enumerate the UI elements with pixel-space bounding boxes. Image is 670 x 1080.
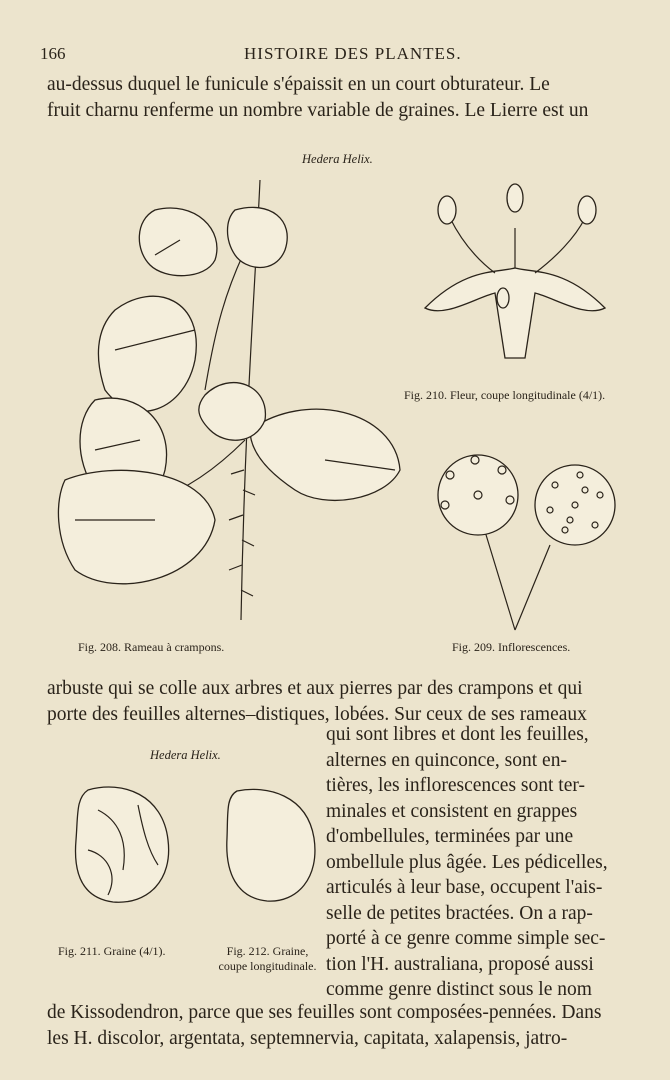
figure-label-top: Hedera Helix.	[302, 152, 373, 166]
text-line: au-dessus duquel le funicule s'épaissit en un court obturateur. Le	[47, 74, 550, 95]
paragraph-side	[326, 722, 642, 1003]
flower-section-illustration	[405, 178, 635, 388]
text-line: porte des feuilles alternes–distiques, lobées. Sur ceux de ses rameaux	[47, 704, 587, 725]
running-title: HISTOIRE DES PLANTES.	[244, 44, 462, 63]
text-line: porté à ce genre comme simple sec-	[326, 928, 606, 949]
text-line: articulés à leur base, occupent l'ais-	[326, 877, 603, 898]
text-line: fruit charnu renferme un nombre variable de graines. Le Lierre est un	[47, 100, 589, 121]
fig212-caption-line: Fig. 212. Graine,	[226, 944, 309, 958]
text-line: qui sont libres et dont les feuilles,	[326, 724, 589, 745]
fig212-caption-line: coupe longitudinale.	[218, 959, 317, 973]
text-line: ombellule plus âgée. Les pédicelles,	[326, 851, 608, 873]
text-line: d'ombellules, terminées par une	[326, 826, 574, 847]
text-line: comme genre distinct sous le nom	[326, 979, 592, 1000]
seed-section-illustration	[222, 783, 322, 908]
page-number: 166	[40, 44, 66, 63]
text-line: arbuste qui se colle aux arbres et aux pierres par des crampons et qui	[47, 678, 583, 699]
paragraph-top	[47, 72, 643, 124]
fig209-caption: Fig. 209. Inflorescences.	[452, 640, 571, 654]
inflorescence-illustration	[420, 445, 635, 635]
text-line: tières, les inflorescences sont ter-	[326, 775, 585, 796]
text-line: alternes en quinconce, sont en-	[326, 749, 567, 771]
paragraph-middle	[47, 676, 643, 728]
page-header	[40, 44, 642, 68]
fig210-caption: Fig. 210. Fleur, coupe longitudinale (4/1).	[404, 388, 606, 402]
figure-label-bottom: Hedera Helix.	[150, 748, 221, 762]
text-line: selle de petites bractées. On a rap-	[326, 902, 593, 924]
ivy-branch-illustration	[55, 170, 405, 630]
seed-illustration	[68, 780, 173, 910]
paragraph-bottom	[47, 1000, 643, 1052]
text-line: minales et consistent en grappes	[326, 800, 578, 822]
fig212-caption	[200, 944, 335, 974]
fig211-caption: Fig. 211. Graine (4/1).	[58, 944, 166, 958]
text-line: de Kissodendron, parce que ses feuilles sont composées-pennées. Dans	[47, 1002, 602, 1023]
fig208-caption: Fig. 208. Rameau à crampons.	[78, 640, 225, 654]
text-line: les H. discolor, argentata, septemnervia, capitata, xalapensis, jatro-	[47, 1028, 568, 1049]
text-line: tion l'H. australiana, proposé aussi	[326, 953, 594, 975]
